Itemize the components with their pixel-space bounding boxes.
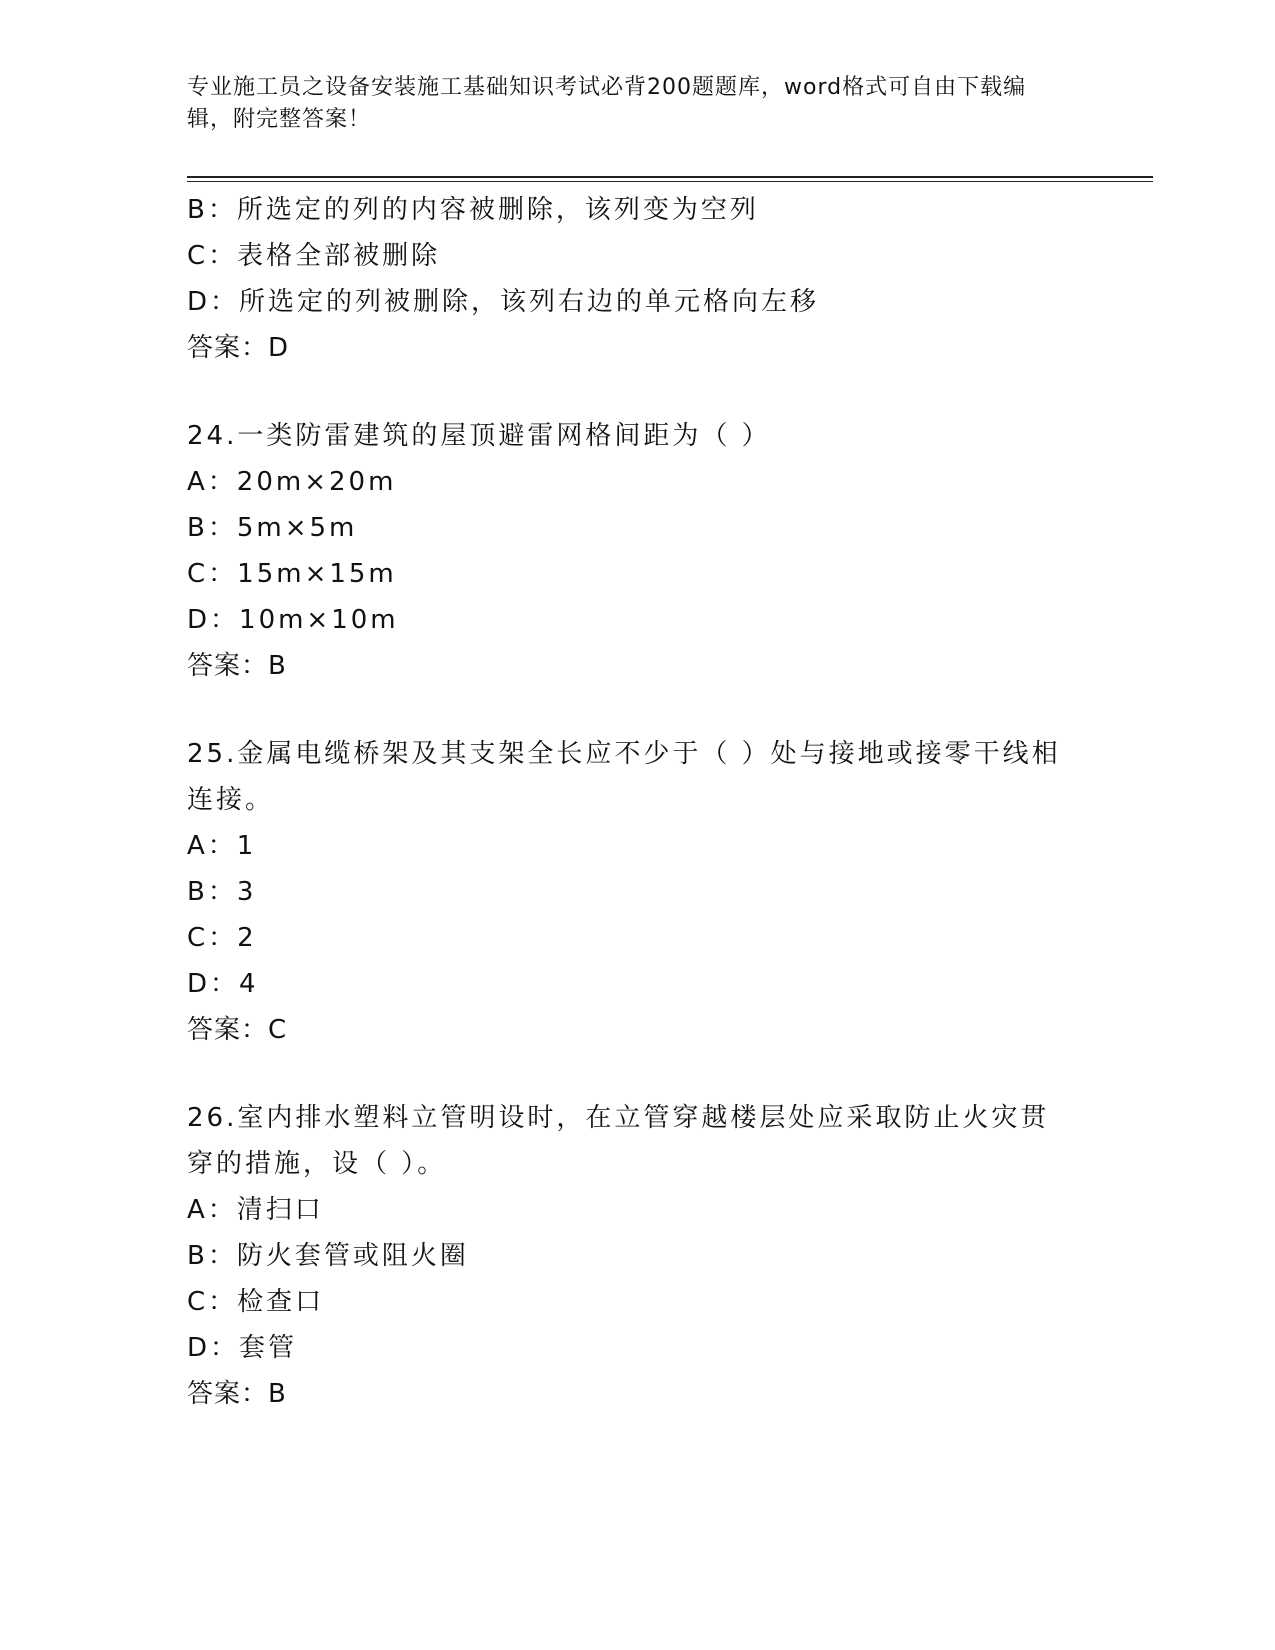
question-list [187,187,1087,1417]
answer-line: 答案：B [187,1379,287,1409]
option-b: B：3 [187,877,257,907]
option-d: D：套管 [187,1333,298,1363]
option-d: D：10m×10m [187,605,399,635]
answer-line: 答案：D [187,333,290,363]
option-c: C：2 [187,923,257,953]
question-26 [187,1095,1087,1417]
question-25 [187,731,1087,1053]
option-b: B：所选定的列的内容被删除，该列变为空列 [187,195,759,225]
option-a: A：1 [187,831,257,861]
question-text: 24.一类防雷建筑的屋顶避雷网格间距为（ ） [187,421,771,451]
option-d: D：所选定的列被删除，该列右边的单元格向左移 [187,287,820,317]
question-24 [187,413,1087,689]
answer-line: 答案：C [187,1015,288,1045]
question-text: 25.金属电缆桥架及其支架全长应不少于（ ）处与接地或接零干线相连接。 [187,739,1061,815]
option-a: A：清扫口 [187,1195,324,1225]
option-d: D：4 [187,969,259,999]
header-divider-thin [187,181,1153,182]
header-divider-thick [187,176,1153,178]
option-c: C：表格全部被删除 [187,241,441,271]
option-a: A：20m×20m [187,467,397,497]
option-b: B：5m×5m [187,513,358,543]
option-c: C：检查口 [187,1287,325,1317]
option-c: C：15m×15m [187,559,397,589]
question-text: 26.室内排水塑料立管明设时，在立管穿越楼层处应采取防止火灾贯穿的措施，设（ ）。 [187,1103,1050,1179]
answer-line: 答案：B [187,651,287,681]
question-23-continued [187,187,1087,371]
option-b: B：防火套管或阻火圈 [187,1241,469,1271]
document-header: 专业施工员之设备安装施工基础知识考试必背200题题库，word格式可自由下载编辑，附完整答案！ [187,75,1027,132]
